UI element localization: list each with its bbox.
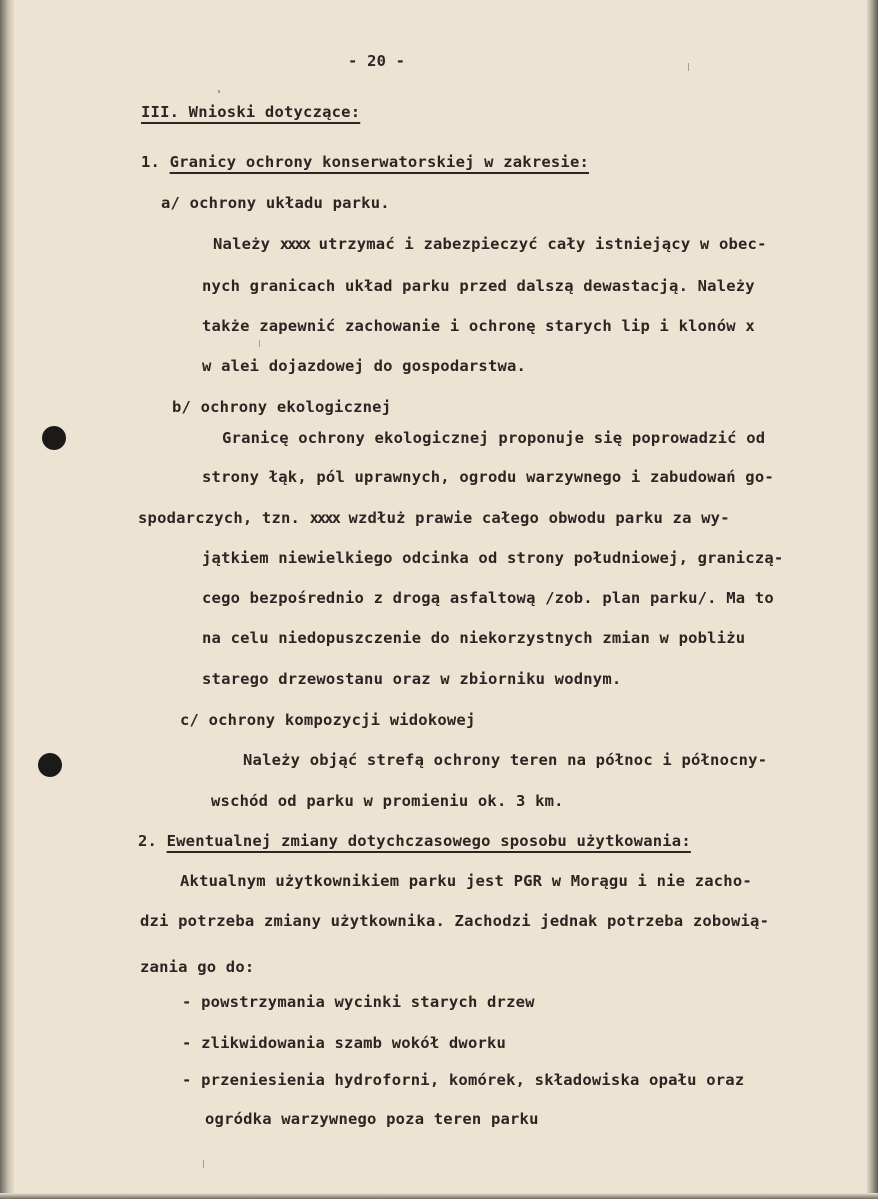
text-segment: spodarczych, tzn.: [138, 509, 310, 527]
point2-line3: zania go do:: [140, 958, 255, 976]
text-segment: Należy: [213, 235, 280, 253]
point1-heading: [141, 152, 589, 172]
text-segment: wzdłuż prawie całego obwodu parku za wy-: [348, 509, 730, 527]
point1-a-line4: w alei dojazdowej do gospodarstwa.: [202, 357, 527, 375]
point2-bullet-3-continuation: ogródka warzywnego poza teren parku: [205, 1110, 539, 1128]
point1-b-line4: jątkiem niewielkiego odcinka od strony południowej, graniczą-: [202, 549, 784, 567]
point2-bullet-1: - powstrzymania wycinki starych drzew: [182, 993, 535, 1011]
point2-heading-text: Ewentualnej zmiany dotychczasowego sposobu użytkowania:: [166, 832, 691, 850]
struck-out-text: xxxx: [309, 509, 339, 527]
text-segment: utrzymać i zabezpieczyć cały istniejący w obec-: [318, 235, 767, 253]
point1-heading-number: 1.: [141, 153, 170, 171]
point1-b-line5: cego bezpośrednio z drogą asfaltową /zob. plan parku/. Ma to: [202, 589, 774, 607]
point1-b-line6: na celu niedopuszczenie do niekorzystnych zmian w pobliżu: [202, 629, 746, 647]
point2-heading: [138, 831, 691, 851]
point1-c-label: c/ ochrony kompozycji widokowej: [180, 711, 476, 729]
point1-a-label: a/ ochrony układu parku.: [161, 194, 390, 212]
page-number: - 20 -: [348, 52, 406, 70]
page-bottom-edge: [0, 1193, 878, 1199]
paper-speck: [203, 1160, 204, 1168]
point1-a-line3: [202, 316, 755, 336]
point1-a-line2: nych granicach układ parku przed dalszą dewastacją. Należy: [202, 277, 755, 295]
point1-a-line1: [213, 234, 767, 254]
point1-b-line1: Granicę ochrony ekologicznej proponuje się poprowadzić od: [222, 429, 766, 447]
text-segment: także zapewnić zachowanie i ochronę starych lip i klonów: [202, 317, 746, 335]
section-heading: III. Wnioski dotyczące:: [141, 103, 361, 121]
point1-b-line3: [138, 508, 730, 528]
punch-hole-lower: [38, 753, 62, 777]
point1-c-line1: Należy objąć strefą ochrony teren na północ i północny-: [243, 751, 768, 769]
paper-speck: [259, 340, 260, 347]
point1-b-line7: starego drzewostanu oraz w zbiorniku wodnym.: [202, 670, 622, 688]
page-left-edge: [0, 0, 14, 1199]
text-segment: [309, 235, 319, 253]
struck-out-text: xxxx: [279, 235, 310, 253]
point2-line2: dzi potrzeba zmiany użytkownika. Zachodzi jednak potrzeba zobowią-: [140, 912, 770, 930]
struck-out-text: x: [745, 317, 755, 335]
point1-heading-text: Granicy ochrony konserwatorskiej w zakresie:: [169, 153, 590, 171]
point2-heading-number: 2.: [138, 832, 167, 850]
point1-b-line2: strony łąk, pól uprawnych, ogrodu warzywnego i zabudowań go-: [202, 468, 774, 486]
paper-speck: [688, 63, 689, 71]
point2-bullet-3: - przeniesienia hydroforni, komórek, składowiska opału oraz: [182, 1071, 745, 1089]
point1-b-label: b/ ochrony ekologicznej: [172, 398, 392, 416]
punch-hole-upper: [42, 426, 66, 450]
point2-bullet-2: - zlikwidowania szamb wokół dworku: [182, 1034, 507, 1052]
point1-c-line2: wschód od parku w promieniu ok. 3 km.: [211, 792, 564, 810]
point2-line1: Aktualnym użytkownikiem parku jest PGR w Morągu i nie zacho-: [180, 872, 752, 890]
paper-speck: [218, 90, 220, 93]
page-right-edge: [866, 0, 878, 1199]
